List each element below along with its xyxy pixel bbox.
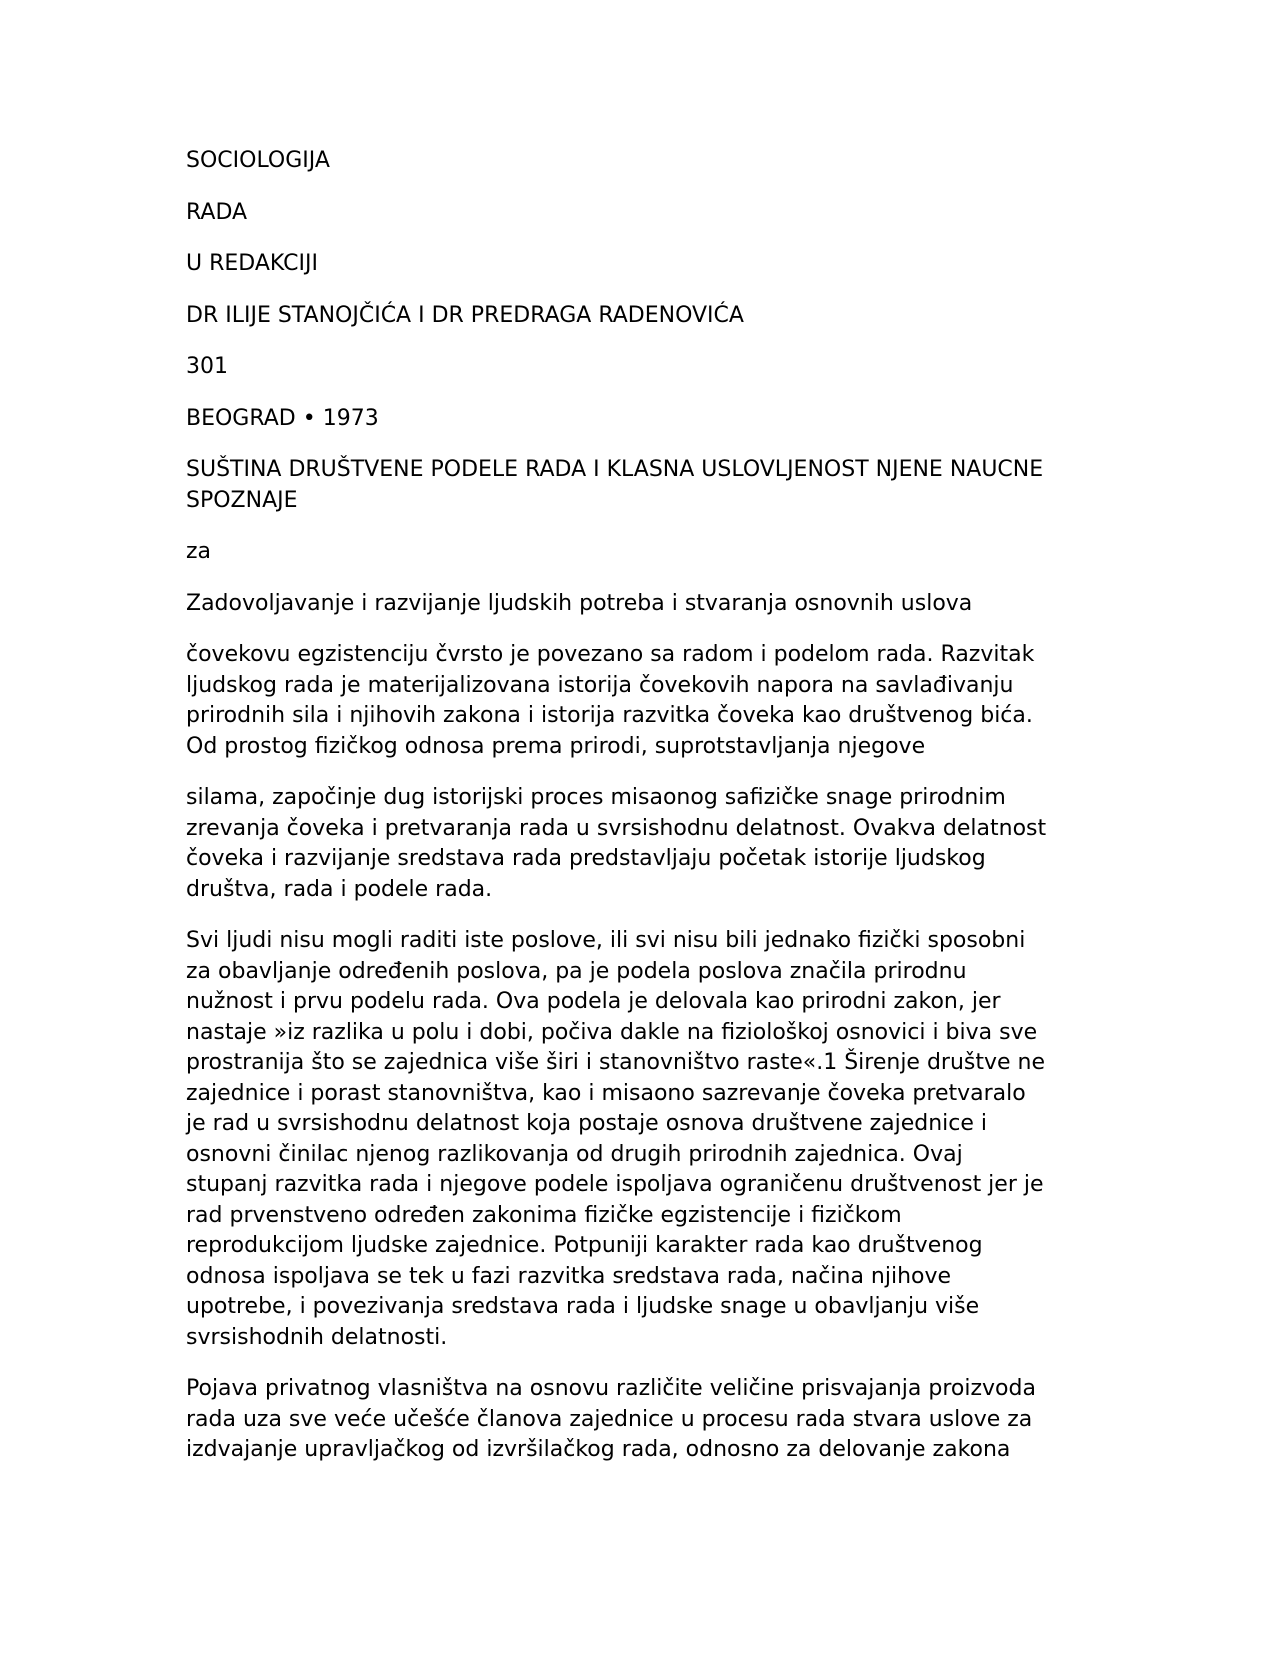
editorial-note: U REDAKCIJI	[186, 251, 318, 276]
chapter-title-line: SUŠTINA DRUŠTVENE PODELE RADA I KLASNA USLOVLJENOST NJENE NAUCNE	[186, 457, 1044, 482]
document-page	[186, 146, 1086, 1487]
text-line: nastaje »iz razlika u polu i dobi, počiva dakle na fiziološkoj osnovici i biva sve	[186, 1019, 1038, 1045]
text-line: odnosa ispoljava se tek u fazi razvitka sredstava rada, načina njihove	[186, 1263, 952, 1289]
text-line: Od prostog fizičkog odnosa prema prirodi, suprotstavljanja njegove	[186, 733, 926, 759]
chapter-title	[186, 455, 1086, 516]
paragraph-3	[186, 783, 1086, 905]
text-line: zajednice i porast stanovništva, kao i misaono sazrevanje čoveka pretvaralo	[186, 1080, 1026, 1106]
text-line: nužnost i prvu podelu rada. Ova podela je delovala kao prirodni zakon, jer	[186, 989, 1001, 1014]
paragraph-4	[186, 926, 1086, 1353]
text-line: zrevanja čoveka i pretvaranja rada u svrsishodnu delatnost. Ovakva delatnost	[186, 815, 1047, 841]
text-line: svrsishodnih delatnosti.	[186, 1324, 448, 1350]
book-title-line-1: SOCIOLOGIJA	[186, 148, 330, 173]
text-line: čovekovu egzistenciju čvrsto je povezano sa radom i podelom rada. Razvitak	[186, 642, 1035, 667]
text-line: čoveka i razvijanje sredstava rada predstavljaju početak istorije ljudskog	[186, 846, 986, 871]
text-line: rada uza sve veće učešće članova zajednice u procesu rada stvara uslove za	[186, 1406, 1033, 1432]
text-line: Svi ljudi nisu mogli raditi iste poslove, ili svi nisu bili jednako fizički sposobni	[186, 928, 1026, 953]
text-line: prostranija što se zajednica više širi i stanovništvo raste«.1 Širenje društve ne	[186, 1050, 1046, 1075]
text-line: upotrebe, i povezivanja sredstava rada i ljudske snage u obavljanju više	[186, 1294, 980, 1319]
paragraph-2	[186, 640, 1086, 762]
text-line: osnovni činilac njenog razlikovanja od drugih prirodnih zajednica. Ovaj	[186, 1141, 963, 1167]
editors-line: DR ILIJE STANOJČIĆA I DR PREDRAGA RADENOVIĆA	[186, 302, 744, 328]
text-line: ljudskog rada je materijalizovana istorija čovekovih napora na savlađivanju	[186, 672, 1014, 698]
za-word: za	[186, 539, 212, 564]
publication-place-year: BEOGRAD • 1973	[186, 405, 379, 431]
book-title-line-2: RADA	[186, 199, 248, 225]
text-line: silama, započinje dug istorijski proces misaonog safizičke snage prirodnim	[186, 785, 1006, 810]
text-line: prirodnih sila i njihovih zakona i istorija razvitka čoveka kao društvenog bića.	[186, 703, 1033, 728]
text-line: društva, rada i podele rada.	[186, 876, 493, 902]
chapter-title-line: SPOZNAJE	[186, 487, 298, 513]
text-line: je rad u svrsishodnu delatnost koja postaje osnova društvene zajednice i	[186, 1111, 988, 1136]
text-line: reprodukcijom ljudske zajednice. Potpuniji karakter rada kao društvenog	[186, 1233, 983, 1258]
page-number-text: 301	[186, 354, 228, 379]
text-line: Pojava privatnog vlasništva na osnovu različite veličine prisvajanja proizvoda	[186, 1376, 1036, 1401]
paragraph-1	[186, 589, 1086, 620]
text-line: stupanj razvitka rada i njegove podele ispoljava ograničenu društvenost jer je	[186, 1172, 1044, 1197]
text-line: za obavljanje određenih poslova, pa je podela poslova značila prirodnu	[186, 958, 967, 984]
text-line: rad prvenstveno određen zakonima fizičke egzistencije i fizičkom	[186, 1202, 902, 1228]
text-line: izdvajanje upravljačkog od izvršilačkog rada, odnosno za delovanje zakona	[186, 1437, 1011, 1462]
text-line: Zadovoljavanje i razvijanje ljudskih potreba i stvaranja osnovnih uslova	[186, 590, 973, 616]
paragraph-5	[186, 1374, 1086, 1466]
